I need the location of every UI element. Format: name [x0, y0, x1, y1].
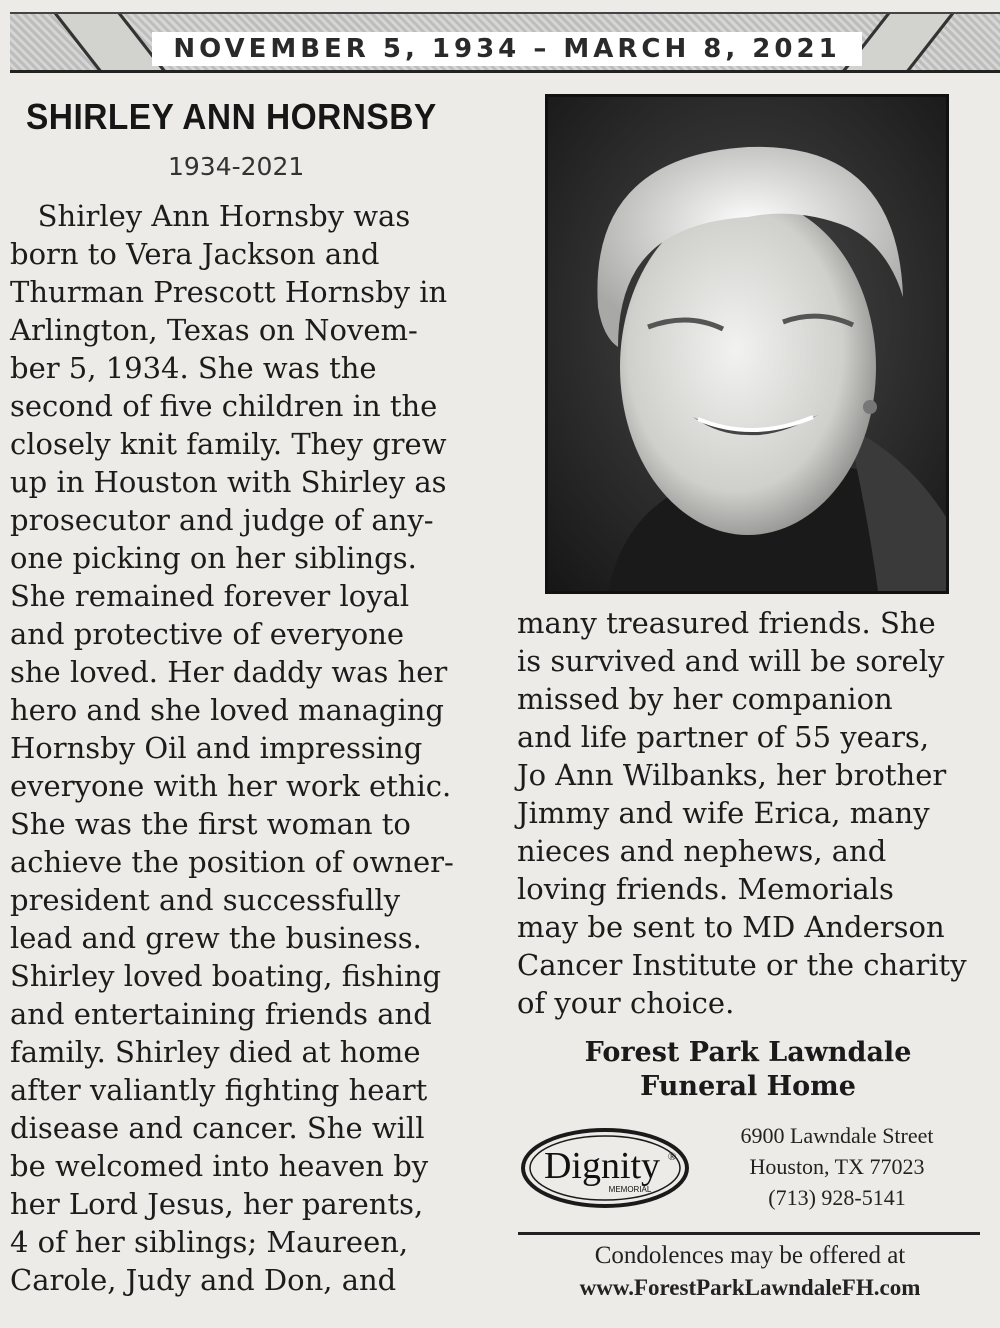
text-line: disease and cancer. She will: [10, 1111, 425, 1145]
logo-subtext: MEMORIAL: [608, 1185, 652, 1194]
text-line: and protective of everyone: [10, 617, 405, 651]
text-line: ber 5, 1934. She was the: [10, 351, 377, 385]
divider: [518, 1232, 980, 1235]
text-line: she loved. Her daddy was her: [10, 655, 448, 689]
text-line: family. Shirley died at home: [10, 1035, 421, 1069]
text-line: hero and she loved managing: [10, 693, 444, 727]
text-line: She was the first woman to: [10, 807, 411, 841]
text-line: missed by her companion: [517, 682, 893, 716]
text-line: many treasured friends. She: [517, 606, 936, 640]
portrait-photo: [545, 94, 949, 594]
text-line: Arlington, Texas on Novem-: [10, 313, 418, 347]
funeral-home-address: [712, 1120, 962, 1213]
text-line: prosecutor and judge of any-: [10, 503, 434, 537]
text-line: and entertaining friends and: [10, 997, 432, 1031]
text-line: Shirley Ann Hornsby was: [10, 199, 411, 233]
text-line: Hornsby Oil and impressing: [10, 731, 423, 765]
text-line: She remained forever loyal: [10, 579, 410, 613]
text-line: lead and grew the business.: [10, 921, 422, 955]
address-phone: (713) 928-5141: [768, 1185, 906, 1210]
website-link[interactable]: www.ForestParkLawndaleFH.com: [579, 1275, 921, 1300]
text-line: be welcomed into heaven by: [10, 1149, 429, 1183]
dignity-memorial-logo: [520, 1126, 690, 1210]
text-line: president and successfully: [10, 883, 401, 917]
obituary-column-left: [10, 197, 454, 1299]
address-street: 6900 Lawndale Street: [740, 1123, 934, 1148]
text-line: everyone with her work ethic.: [10, 769, 452, 803]
text-line: closely knit family. They grew: [10, 427, 447, 461]
text-line: Shirley loved boating, fishing: [10, 959, 442, 993]
text-line: one picking on her siblings.: [10, 541, 417, 575]
text-line: up in Houston with Shirley as: [10, 465, 447, 499]
text-line: loving friends. Memorials: [517, 872, 894, 906]
text-line: is survived and will be sorely: [517, 644, 945, 678]
text-line: after valiantly fighting heart: [10, 1073, 428, 1107]
logo-text: Dignity: [543, 1145, 661, 1187]
funeral-home-line-2: Funeral Home: [640, 1071, 856, 1102]
deceased-name: SHIRLEY ANN HORNSBY: [26, 96, 437, 137]
text-line: Jimmy and wife Erica, many: [517, 796, 930, 830]
date-banner: [10, 12, 1000, 73]
text-line: and life partner of 55 years,: [517, 720, 930, 754]
text-line: of your choice.: [517, 986, 735, 1020]
text-line: may be sent to MD Anderson: [517, 910, 945, 944]
life-years: 1934-2021: [168, 152, 305, 181]
text-line: her Lord Jesus, her parents,: [10, 1187, 424, 1221]
life-dates: NOVEMBER 5, 1934 – MARCH 8, 2021: [152, 32, 862, 66]
text-line: 4 of her siblings; Maureen,: [10, 1225, 409, 1259]
text-line: second of five children in the: [10, 389, 438, 423]
address-city: Houston, TX 77023: [749, 1154, 925, 1179]
condolences-note: [520, 1240, 980, 1304]
text-line: achieve the position of owner-: [10, 845, 454, 879]
text-line: Carole, Judy and Don, and: [10, 1263, 397, 1297]
funeral-home-name: [520, 1036, 976, 1104]
text-line: Jo Ann Wilbanks, her brother: [517, 758, 947, 792]
obituary-column-right: [517, 604, 967, 1022]
text-line: born to Vera Jackson and: [10, 237, 380, 271]
text-line: Thurman Prescott Hornsby in: [10, 275, 448, 309]
funeral-home-line-1: Forest Park Lawndale: [584, 1037, 912, 1068]
text-line: nieces and nephews, and: [517, 834, 887, 868]
logo-registered-mark: ®: [667, 1151, 677, 1163]
text-line: Cancer Institute or the charity: [517, 948, 967, 982]
condolences-text: Condolences may be offered at: [594, 1242, 906, 1269]
